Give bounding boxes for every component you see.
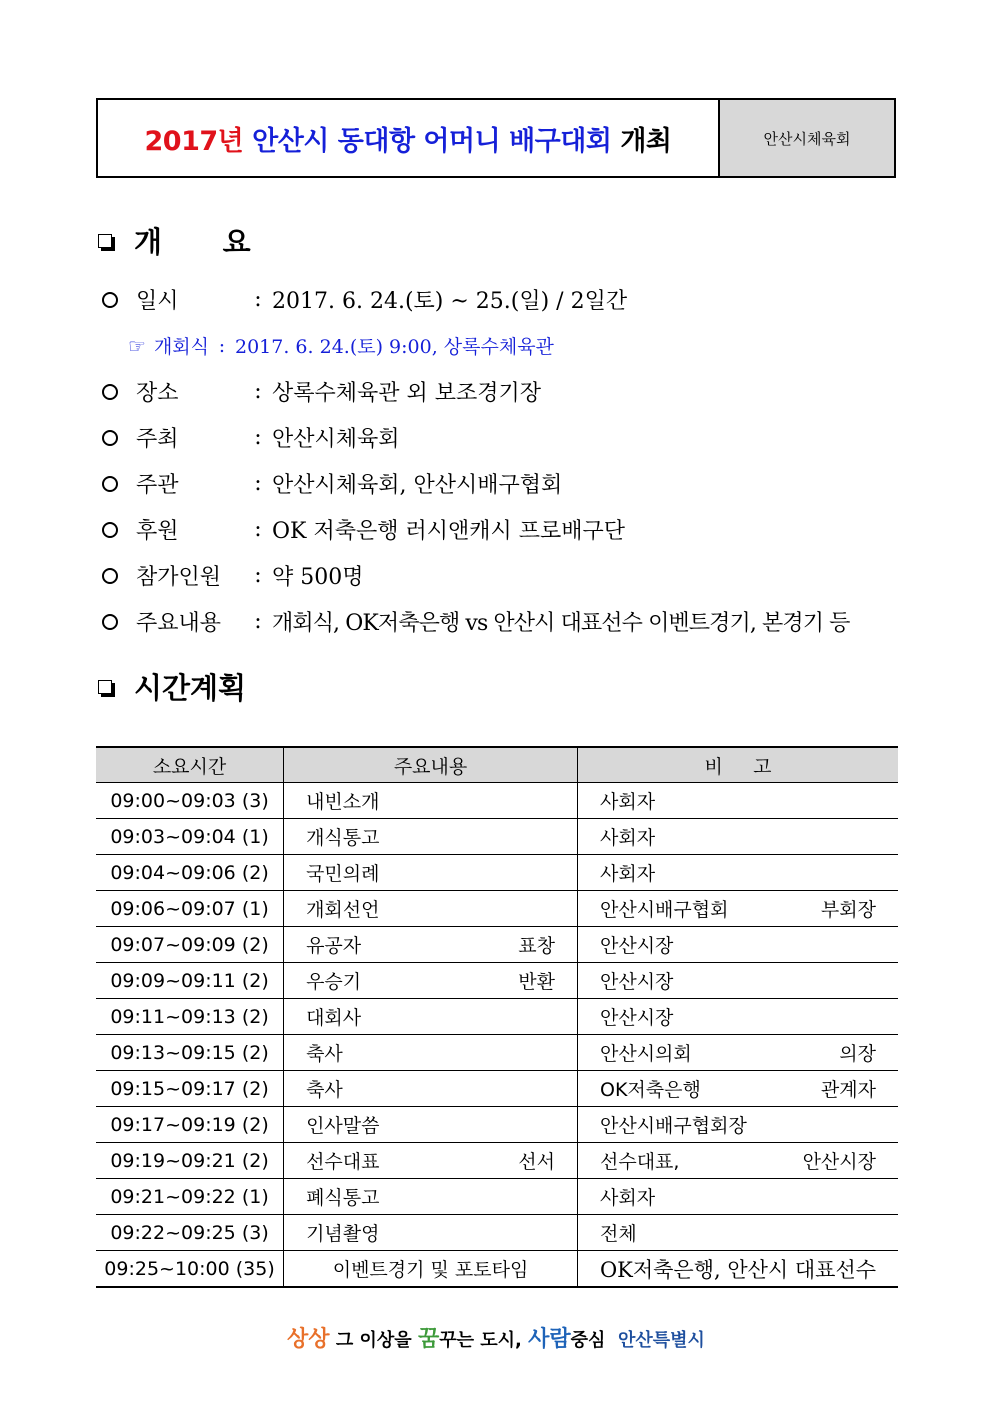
column-header-content: 주요내용	[284, 747, 578, 783]
table-row	[96, 1179, 898, 1215]
time-cell: 09:21~09:22 (1)	[96, 1179, 284, 1215]
circle-bullet-icon	[102, 292, 118, 308]
note-cell: 안산시배구협회장	[577, 1107, 898, 1143]
note-cell: 사회자	[577, 1179, 898, 1215]
table-row	[96, 1107, 898, 1143]
circle-bullet-icon	[102, 614, 118, 630]
time-cell: 09:06~09:07 (1)	[96, 891, 284, 927]
title-box	[96, 98, 896, 178]
item-value: 상록수체육관 외 보조경기장	[272, 381, 542, 406]
time-cell: 09:13~09:15 (2)	[96, 1035, 284, 1071]
slogan-text: 중심	[570, 1330, 606, 1351]
overview-item-participants: 참가인원 : 약 500명	[102, 560, 364, 591]
content-cell: 개식통고	[284, 819, 578, 855]
circle-bullet-icon	[102, 522, 118, 538]
time-cell: 09:11~09:13 (2)	[96, 999, 284, 1035]
schedule-table	[96, 746, 898, 1288]
table-header-row	[96, 747, 898, 783]
pointing-hand-icon: ☞	[128, 333, 146, 358]
item-label: 일시	[136, 289, 179, 314]
title-year: 2017년	[144, 125, 244, 157]
item-value: 안산시체육회	[272, 427, 400, 452]
column-header-time: 소요시간	[96, 747, 284, 783]
time-cell: 09:17~09:19 (2)	[96, 1107, 284, 1143]
table-row	[96, 783, 898, 819]
content-cell: 기념촬영	[284, 1215, 578, 1251]
overview-item-host: 주최 : 안산시체육회	[102, 422, 400, 453]
content-cell: 축사	[284, 1071, 578, 1107]
item-label: 참가인원	[136, 565, 222, 590]
table-row	[96, 1251, 898, 1288]
table-row	[96, 999, 898, 1035]
title-suffix: 개최	[620, 125, 672, 157]
time-cell: 09:15~09:17 (2)	[96, 1071, 284, 1107]
slogan-text: 그 이상을	[335, 1330, 412, 1351]
ceremony-label: 개회식	[153, 336, 209, 358]
content-cell: 이벤트경기 및 포토타임	[284, 1251, 578, 1288]
footer-slogan	[0, 1322, 992, 1353]
table-row	[96, 855, 898, 891]
note-cell: 안산시장	[577, 963, 898, 999]
content-cell: 내빈소개	[284, 783, 578, 819]
table-row	[96, 891, 898, 927]
content-cell: 국민의례	[284, 855, 578, 891]
content-cell: 축사	[284, 1035, 578, 1071]
table-row	[96, 963, 898, 999]
item-value: 안산시체육회, 안산시배구협회	[272, 473, 563, 498]
time-cell: 09:22~09:25 (3)	[96, 1215, 284, 1251]
square-bullet-icon	[98, 680, 112, 694]
item-label: 주관	[136, 473, 179, 498]
circle-bullet-icon	[102, 384, 118, 400]
table-row	[96, 1035, 898, 1071]
overview-item-date: 일시 : 2017. 6. 24.(토) ~ 25.(일) / 2일간	[102, 284, 627, 315]
note-cell: OK저축은행 관계자	[577, 1071, 898, 1107]
content-cell: 폐식통고	[284, 1179, 578, 1215]
item-value: 2017. 6. 24.(토) ~ 25.(일) / 2일간	[272, 289, 628, 314]
content-cell: 선수대표 선서	[284, 1143, 578, 1179]
item-label: 주요내용	[136, 611, 222, 636]
circle-bullet-icon	[102, 476, 118, 492]
ceremony-value: 2017. 6. 24.(토) 9:00, 상록수체육관	[235, 336, 554, 358]
content-cell: 개회선언	[284, 891, 578, 927]
table-row	[96, 1215, 898, 1251]
organization-label: 안산시체육회	[720, 100, 894, 176]
title-event: 안산시 동대항 어머니 배구대회	[252, 125, 612, 157]
note-cell: 안산시장	[577, 927, 898, 963]
time-cell: 09:04~09:06 (2)	[96, 855, 284, 891]
item-value: 약 500명	[272, 565, 364, 590]
table-row	[96, 819, 898, 855]
time-cell: 09:00~09:03 (3)	[96, 783, 284, 819]
column-header-note: 비 고	[577, 747, 898, 783]
note-cell: 사회자	[577, 783, 898, 819]
slogan-city: 안산특별시	[618, 1330, 705, 1351]
note-cell: 안산시장	[577, 999, 898, 1035]
note-cell: 전체	[577, 1215, 898, 1251]
time-cell: 09:07~09:09 (2)	[96, 927, 284, 963]
item-label: 후원	[136, 519, 179, 544]
note-cell: 안산시의회 의장	[577, 1035, 898, 1071]
schedule-heading: 시간계획	[98, 666, 246, 707]
circle-bullet-icon	[102, 568, 118, 584]
content-cell: 유공자 표창	[284, 927, 578, 963]
note-cell: 선수대표, 안산시장	[577, 1143, 898, 1179]
table-row	[96, 927, 898, 963]
note-cell: 사회자	[577, 819, 898, 855]
slogan-word-imagination: 상상	[287, 1327, 330, 1352]
time-cell: 09:25~10:00 (35)	[96, 1251, 284, 1288]
time-cell: 09:19~09:21 (2)	[96, 1143, 284, 1179]
item-label: 주최	[136, 427, 179, 452]
slogan-word-dream: 꿈	[417, 1327, 440, 1352]
circle-bullet-icon	[102, 430, 118, 446]
item-label: 장소	[136, 381, 179, 406]
ceremony-line: ☞ 개회식 : 2017. 6. 24.(토) 9:00, 상록수체육관	[128, 333, 554, 358]
content-cell: 대회사	[284, 999, 578, 1035]
overview-heading: 개 요	[98, 220, 251, 261]
content-cell: 인사말씀	[284, 1107, 578, 1143]
overview-item-sponsor: 후원 : OK 저축은행 러시앤캐시 프로배구단	[102, 514, 625, 545]
note-cell: OK저축은행, 안산시 대표선수	[577, 1251, 898, 1288]
slogan-word-people: 사람	[528, 1327, 571, 1352]
time-cell: 09:03~09:04 (1)	[96, 819, 284, 855]
item-value: OK 저축은행 러시앤캐시 프로배구단	[272, 519, 625, 544]
document-title	[98, 100, 720, 176]
table-row	[96, 1143, 898, 1179]
overview-item-organizer: 주관 : 안산시체육회, 안산시배구협회	[102, 468, 562, 499]
note-cell: 안산시배구협회 부회장	[577, 891, 898, 927]
note-cell: 사회자	[577, 855, 898, 891]
table-row	[96, 1071, 898, 1107]
square-bullet-icon	[98, 234, 112, 248]
overview-item-contents: 주요내용 : 개회식, OK저축은행 vs 안산시 대표선수 이벤트경기, 본경기 등	[102, 606, 850, 637]
time-cell: 09:09~09:11 (2)	[96, 963, 284, 999]
slogan-text: 꾸는 도시,	[439, 1330, 522, 1351]
item-value: 개회식, OK저축은행 vs 안산시 대표선수 이벤트경기, 본경기 등	[272, 611, 850, 636]
content-cell: 우승기 반환	[284, 963, 578, 999]
overview-item-venue: 장소 : 상록수체육관 외 보조경기장	[102, 376, 541, 407]
